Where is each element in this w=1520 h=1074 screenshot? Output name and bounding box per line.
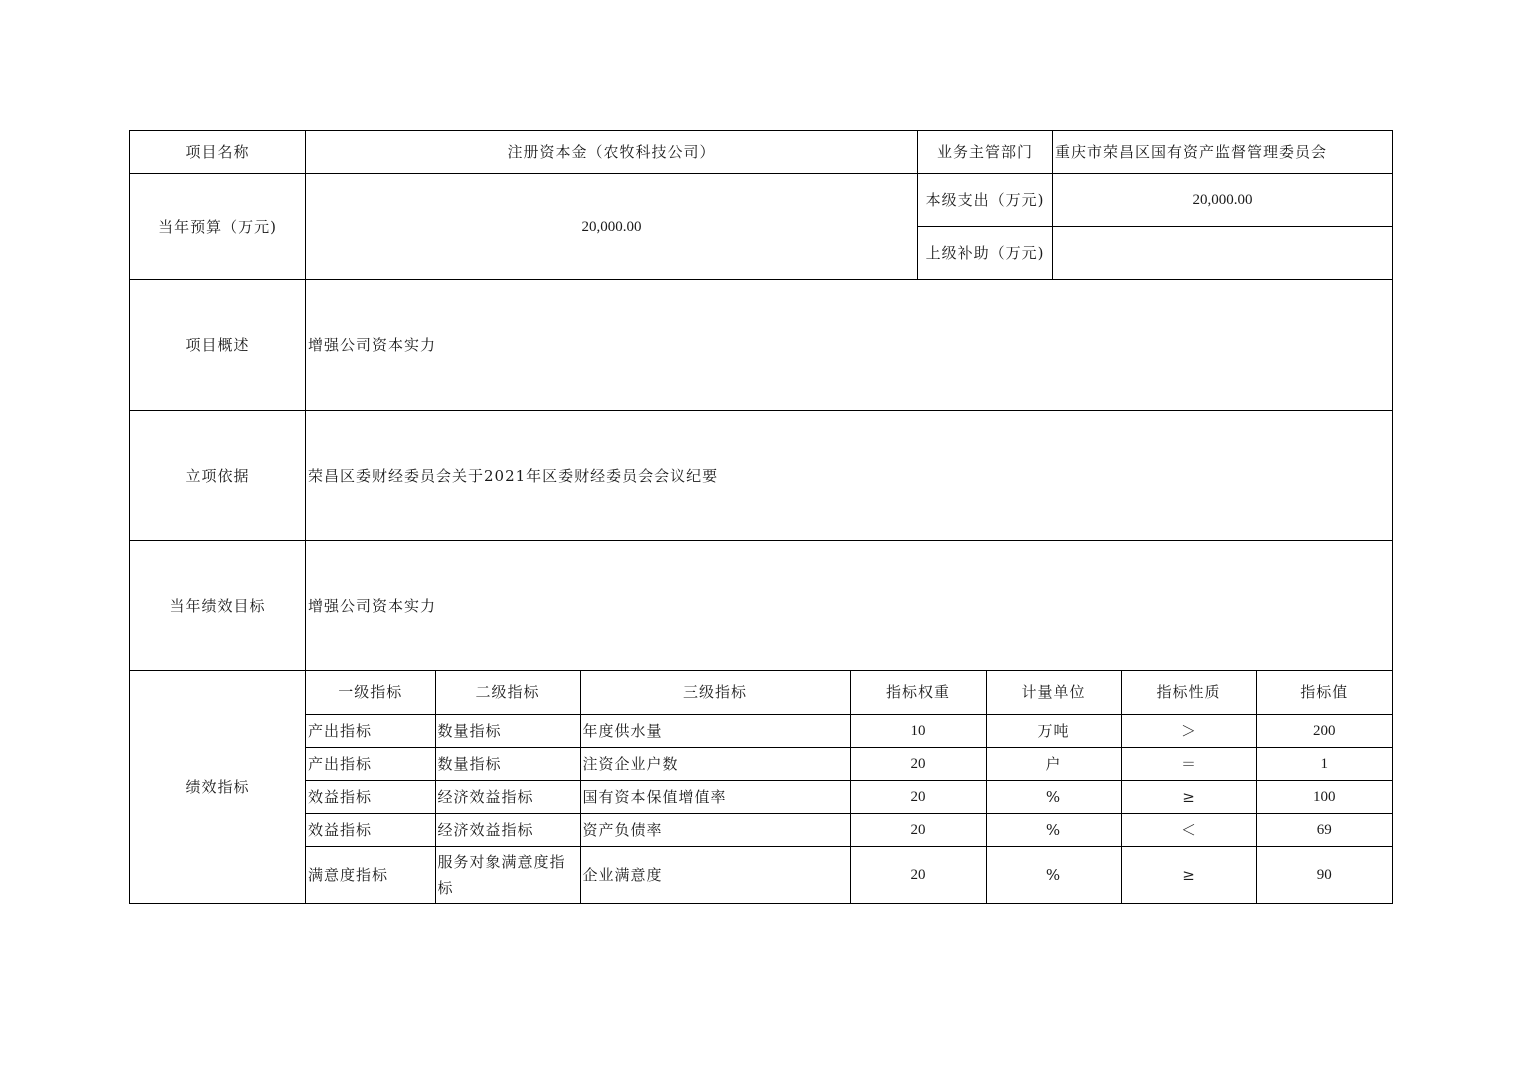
row-level1: 满意度指标 [306,846,435,903]
row-level2: 数量指标 [435,747,580,780]
row-level2: 经济效益指标 [435,813,580,846]
basis-value: 荣昌区委财经委员会关于2021年区委财经委员会会议纪要 [306,411,1393,541]
overview-label: 项目概述 [130,280,306,411]
row-nature: ≥ [1121,846,1256,903]
goal-value: 增强公司资本实力 [306,541,1393,671]
row-level1: 效益指标 [306,813,435,846]
row-weight: 20 [850,747,986,780]
header-level1: 一级指标 [306,671,435,714]
row-level3: 资产负债率 [580,813,850,846]
row-unit: 万吨 [986,714,1121,747]
project-name-value: 注册资本金（农牧科技公司） [306,131,918,174]
row-level3: 企业满意度 [580,846,850,903]
project-name-label: 项目名称 [130,131,306,174]
header-weight: 指标权重 [850,671,986,714]
row-level3: 年度供水量 [580,714,850,747]
basis-label: 立项依据 [130,411,306,541]
row-level1: 产出指标 [306,747,435,780]
table-row [306,747,1392,780]
row-level3: 注资企业户数 [580,747,850,780]
header-level2: 二级指标 [435,671,580,714]
row-weight: 20 [850,813,986,846]
row-level2: 经济效益指标 [435,780,580,813]
row-unit: 户 [986,747,1121,780]
table-row [306,714,1392,747]
row-weight: 20 [850,780,986,813]
budget-value: 20,000.00 [306,174,918,280]
dept-value: 重庆市荣昌区国有资产监督管理委员会 [1053,131,1393,174]
row-nature: ＞ [1121,714,1256,747]
row-nature: ≥ [1121,780,1256,813]
row-weight: 20 [850,846,986,903]
header-level3: 三级指标 [580,671,850,714]
row-unit: % [986,780,1121,813]
subsidy-value [1053,227,1393,280]
row-level2: 数量指标 [435,714,580,747]
local-expense-label: 本级支出（万元) [918,174,1053,227]
row-value: 69 [1256,813,1392,846]
row-nature: ＜ [1121,813,1256,846]
table-row [306,780,1392,813]
budget-label: 当年预算（万元) [130,174,306,280]
row-level1: 产出指标 [306,714,435,747]
local-expense-value: 20,000.00 [1053,174,1393,227]
row-unit: % [986,813,1121,846]
overview-value: 增强公司资本实力 [306,280,1393,411]
header-value: 指标值 [1256,671,1392,714]
row-nature: ＝ [1121,747,1256,780]
row-value: 100 [1256,780,1392,813]
subsidy-label: 上级补助（万元) [918,227,1053,280]
table-row [306,813,1392,846]
indicator-table [306,671,1392,903]
goal-label: 当年绩效目标 [130,541,306,671]
row-weight: 10 [850,714,986,747]
indicators-label: 绩效指标 [130,671,306,904]
row-level2: 服务对象满意度指标 [435,846,580,903]
row-value: 200 [1256,714,1392,747]
row-unit: % [986,846,1121,903]
dept-label: 业务主管部门 [918,131,1053,174]
row-value: 90 [1256,846,1392,903]
row-level1: 效益指标 [306,780,435,813]
row-value: 1 [1256,747,1392,780]
header-nature: 指标性质 [1121,671,1256,714]
indicator-header-row [306,671,1392,714]
indicators-container [306,671,1393,904]
header-unit: 计量单位 [986,671,1121,714]
project-performance-table [129,130,1393,904]
table-row [306,846,1392,903]
row-level3: 国有资本保值增值率 [580,780,850,813]
